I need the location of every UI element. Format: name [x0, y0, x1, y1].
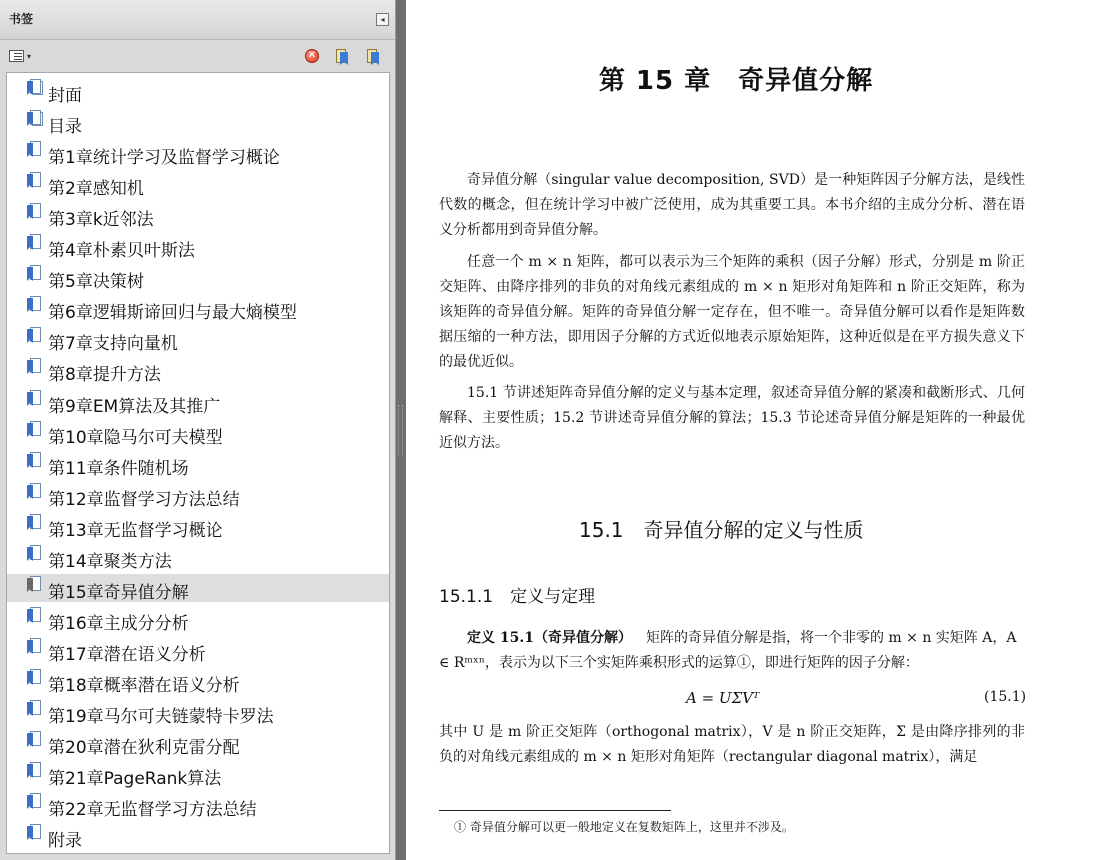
bookmark-item[interactable]: [7, 605, 389, 633]
bookmark-label: 第13章无监督学习概论: [48, 520, 223, 541]
bookmark-icon: [27, 296, 43, 314]
bookmark-item[interactable]: [7, 139, 389, 167]
splitter-grip[interactable]: [398, 405, 403, 455]
footnote-rule: [439, 810, 671, 811]
bookmark-item[interactable]: [7, 574, 389, 602]
bookmark-label: 第17章潜在语义分析: [48, 644, 206, 665]
bookmark-item[interactable]: [7, 77, 389, 105]
bookmark-item[interactable]: [7, 388, 389, 416]
bookmark-icon: [27, 265, 43, 283]
delete-icon: ✕: [305, 49, 319, 63]
footnote: ① 奇异值分解可以更一般地定义在复数矩阵上，这里并不涉及。: [454, 820, 794, 834]
bookmark-label: 第15章奇异值分解: [48, 582, 189, 603]
bookmark-item[interactable]: [7, 325, 389, 353]
bookmark-label: 目录: [48, 117, 82, 138]
bookmark-label: 第1章统计学习及监督学习概论: [48, 148, 280, 169]
bookmark-item[interactable]: [7, 294, 389, 322]
intro-paragraph-1: 奇异值分解（singular value decomposition, SVD）是一种矩阵因子分解方法，是线性代数的概念，但在统计学习中被广泛使用，成为其重要工具。本书介绍的主成分分析、潜在语义分析都用到奇异值分解。: [439, 172, 1025, 238]
bookmark-item[interactable]: [7, 419, 389, 447]
bookmark-icon: [27, 358, 43, 376]
panel-title: 书签: [9, 12, 34, 26]
bookmark-icon: [27, 638, 43, 656]
bookmark-label: 第3章k近邻法: [48, 210, 154, 231]
bookmark-icon: [27, 390, 43, 408]
bookmark-icon: [27, 483, 43, 501]
bookmark-icon: [27, 452, 43, 470]
bookmark-icon: [27, 203, 43, 221]
bookmark-label: 第19章马尔可夫链蒙特卡罗法: [48, 707, 274, 727]
bookmark-label: 第22章无监督学习方法总结: [48, 800, 257, 821]
bookmark-label: 第10章隐马尔可夫模型: [48, 427, 223, 448]
definition-explanation: 其中 U 是 m 阶正交矩阵（orthogonal matrix），V 是 n 阶正交矩阵，Σ 是由降序排列的非负的对角线元素组成的 m × n 矩形对角矩阵（rectangular diagonal matrix），满足: [439, 724, 1025, 765]
definition-body: 矩阵的奇异值分解是指，将一个非零的 m × n 实矩阵 A，A ∈ Rᵐˣⁿ，表示为以下三个实矩阵乘积形式的运算①，即进行矩阵的因子分解：: [439, 630, 1017, 671]
bookmark-label: 第7章支持向量机: [48, 334, 178, 355]
bookmark-item[interactable]: [7, 698, 389, 726]
bookmark-label: 第14章聚类方法: [48, 551, 172, 572]
bookmark-label: 第2章感知机: [48, 179, 144, 200]
bookmark-label: 第12章监督学习方法总结: [48, 489, 240, 510]
bookmark-icon: [27, 731, 43, 749]
section-title: 15.1 奇异值分解的定义与性质: [579, 518, 864, 542]
bookmark-icon: [27, 79, 43, 97]
caret-down-icon: ▾: [27, 52, 32, 61]
bookmark-label: 第16章主成分分析: [48, 613, 189, 634]
bookmark-label: 第9章EM算法及其推广: [48, 396, 221, 417]
bookmark-label: 封面: [48, 86, 82, 106]
expand-bookmark-button[interactable]: [334, 49, 350, 65]
bookmark-label: 第5章决策树: [48, 272, 144, 293]
bookmark-item[interactable]: [7, 232, 389, 260]
bookmark-item[interactable]: [7, 791, 389, 819]
bookmark-icon: [27, 421, 43, 439]
bookmark-icon: [27, 700, 43, 718]
bookmark-label: 第11章条件随机场: [48, 458, 189, 479]
list-options-icon: [9, 50, 24, 62]
bookmark-item[interactable]: [7, 263, 389, 291]
bookmark-item[interactable]: [7, 822, 389, 850]
bookmark-label: 第18章概率潜在语义分析: [48, 675, 240, 696]
bookmark-label: 第4章朴素贝叶斯法: [48, 241, 195, 262]
bookmark-item[interactable]: [7, 108, 389, 136]
options-menu-button[interactable]: [9, 49, 35, 65]
bookmark-icon: [27, 762, 43, 780]
bookmark-icon: [27, 669, 43, 687]
bookmark-icon: [27, 607, 43, 625]
bookmark-item[interactable]: [7, 170, 389, 198]
collapse-panel-button[interactable]: ◂: [376, 13, 389, 26]
bookmark-tree[interactable]: [6, 72, 390, 854]
bookmark-item[interactable]: [7, 481, 389, 509]
bookmark-icon: [27, 793, 43, 811]
bookmark-icon: [27, 327, 43, 345]
chapter-title: 第 15 章 奇异值分解: [598, 66, 874, 96]
bookmark-icon: [27, 514, 43, 532]
bookmarks-panel: [0, 0, 396, 860]
bookmark-icon: [27, 141, 43, 159]
bookmarks-toolbar: [0, 44, 395, 70]
bookmark-label: 第8章提升方法: [48, 365, 161, 386]
bookmark-icon: [27, 110, 43, 128]
bookmark-item[interactable]: [7, 356, 389, 384]
equation-number: (15.1): [984, 689, 1027, 705]
intro-paragraph-2: 任意一个 m × n 矩阵，都可以表示为三个矩阵的乘积（因子分解）形式，分别是 m 阶正交矩阵、由降序排列的非负的对角线元素组成的 m × n 矩形对角矩阵和 n 阶正交矩阵，称为该矩阵的奇异值分解。矩阵的奇异值分解一定存在，但不唯一。奇异值分解可以看作是矩阵数据压缩的一种方法，即用因子分解的方式近似地表示原始矩阵，这种近似是在平方损失意义下的最优近似。: [439, 254, 1025, 370]
definition-block: [439, 626, 1025, 676]
bookmark-item[interactable]: [7, 450, 389, 478]
bookmark-item[interactable]: [7, 667, 389, 695]
document-page: [406, 0, 1117, 860]
equation: A = UΣVᵀ: [686, 689, 760, 707]
bookmark-label: 第6章逻辑斯谛回归与最大熵模型: [48, 303, 297, 324]
intro-paragraph-3: 15.1 节讲述矩阵奇异值分解的定义与基本定理，叙述奇异值分解的紧凑和截断形式、几何解释、主要性质；15.2 节讲述奇异值分解的算法；15.3 节论述奇异值分解是矩阵的一种最优近似方法。: [439, 385, 1025, 451]
bookmark-label: 第21章PageRank算法: [48, 769, 222, 790]
definition-head: 定义 15.1（奇异值分解）: [467, 630, 632, 646]
bookmark-item[interactable]: [7, 512, 389, 540]
subsection-title: 15.1.1 定义与定理: [439, 587, 596, 607]
bookmark-label: 附录: [48, 831, 82, 852]
bookmarks-panel-header: [0, 0, 395, 40]
bookmark-icon: [27, 545, 43, 563]
bookmark-icon: [27, 824, 43, 842]
bookmark-icon: [27, 576, 43, 594]
bookmark-item[interactable]: [7, 201, 389, 229]
bookmark-item[interactable]: [7, 543, 389, 571]
delete-bookmark-button[interactable]: [305, 49, 321, 65]
bookmark-label: 第20章潜在狄利克雷分配: [48, 738, 240, 759]
bookmark-item[interactable]: [7, 636, 389, 664]
bookmark-item[interactable]: [7, 760, 389, 788]
bookmark-icon: [27, 172, 43, 190]
bookmark-icon: [27, 234, 43, 252]
new-bookmark-button[interactable]: [365, 49, 381, 65]
bookmark-item[interactable]: [7, 729, 389, 757]
